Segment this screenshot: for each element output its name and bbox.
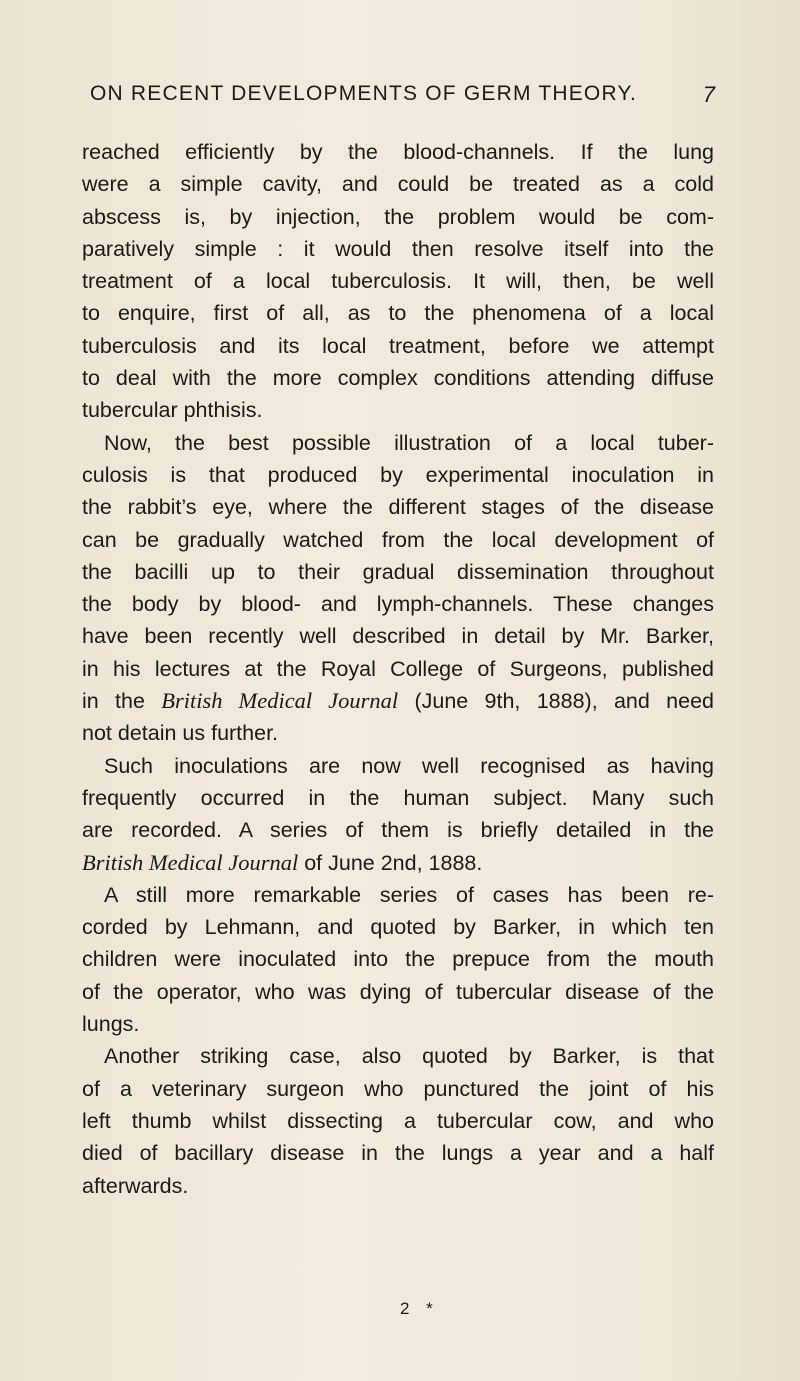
signature-mark: 2 * [400,1299,439,1318]
text-line [82,879,714,911]
text-line [82,814,714,846]
text-line [82,427,714,459]
text-segment: Now, the best possible illustration of a local tuber- [104,430,714,455]
text-segment: the bacilli up to their gradual dissemination throughout [82,559,714,584]
text-segment: of the operator, who was dying of tubercular disease of the [82,979,714,1004]
text-segment: to enquire, first of all, as to the phenomena of a local [82,301,714,326]
text-segment: children were inoculated into the prepuce from the mouth [82,947,714,972]
running-head [90,82,715,116]
text-segment: the body by blood- and lymph-channels. These changes [82,592,714,617]
text-segment: Such inoculations are now well recognised as having [104,753,714,778]
text-segment: to deal with the more complex conditions attending diffuse [82,366,714,391]
text-line [82,653,714,685]
text-line [82,524,714,556]
text-segment: of June 2nd, 1888. [298,850,483,875]
text-segment: were a simple cavity, and could be treated as a cold [82,172,714,197]
text-line [82,297,714,329]
text-segment: lungs. [82,1012,140,1037]
text-line [82,1073,714,1105]
text-segment: are recorded. A series of them is briefly detailed in the [82,818,714,843]
text-segment: A still more remarkable series of cases has been re- [104,882,714,907]
text-line [82,1170,714,1202]
text-line [82,717,714,749]
text-line [82,136,714,168]
text-segment: culosis is that produced by experimental inoculation in [82,462,714,487]
text-line [82,394,714,426]
text-segment: can be gradually watched from the local development of [82,527,714,552]
text-segment: the rabbit’s eye, where the different stages of the disease [82,495,714,520]
text-line [82,588,714,620]
text-segment: died of bacillary disease in the lungs a year and a half [82,1141,714,1166]
body-text [82,136,714,1202]
text-segment: abscess is, by injection, the problem would be com- [82,204,714,229]
text-line [82,168,714,200]
text-line [82,362,714,394]
journal-title: British Medical Journal [161,688,399,714]
text-line [82,459,714,491]
text-line [82,1040,714,1072]
text-line [82,1008,714,1040]
text-line [82,943,714,975]
text-line [82,1105,714,1137]
text-line [82,911,714,943]
text-segment: in his lectures at the Royal College of Surgeons, published [82,656,714,681]
text-segment: tuberculosis and its local treatment, before we attempt [82,333,714,358]
text-segment: treatment of a local tuberculosis. It will, then, be well [82,269,714,294]
text-line [82,201,714,233]
text-segment: reached efficiently by the blood-channels. If the lung [82,140,714,164]
text-segment: corded by Lehmann, and quoted by Barker, in which ten [82,915,714,940]
journal-title: British Medical Journal [82,849,299,875]
text-segment: in the [82,689,162,714]
text-segment: Another striking case, also quoted by Barker, is that [104,1044,714,1069]
text-segment: paratively simple : it would then resolve itself into the [82,236,714,261]
text-segment: of a veterinary surgeon who punctured the joint of his [82,1076,714,1101]
text-segment: (June 9th, 1888), and need [398,689,714,714]
text-line [82,620,714,652]
text-line [82,782,714,814]
text-segment: not detain us further. [82,721,279,746]
text-line [82,750,714,782]
running-title: ON RECENT DEVELOPMENTS OF GERM THEORY. [90,82,637,105]
text-segment: afterwards. [82,1173,189,1198]
text-segment: tubercular phthisis. [82,398,263,423]
text-segment: left thumb whilst dissecting a tubercular cow, and who [82,1108,714,1133]
text-line [82,491,714,523]
text-line [82,265,714,297]
text-line [82,847,714,879]
text-line [82,556,714,588]
text-segment: have been recently well described in detail by Mr. Barker, [82,624,714,649]
text-line [82,330,714,362]
text-line [82,1137,714,1169]
text-line [82,976,714,1008]
text-line [82,685,714,717]
text-segment: frequently occurred in the human subject. Many such [82,785,714,810]
text-line [82,233,714,265]
page-number: 7 [702,82,715,107]
